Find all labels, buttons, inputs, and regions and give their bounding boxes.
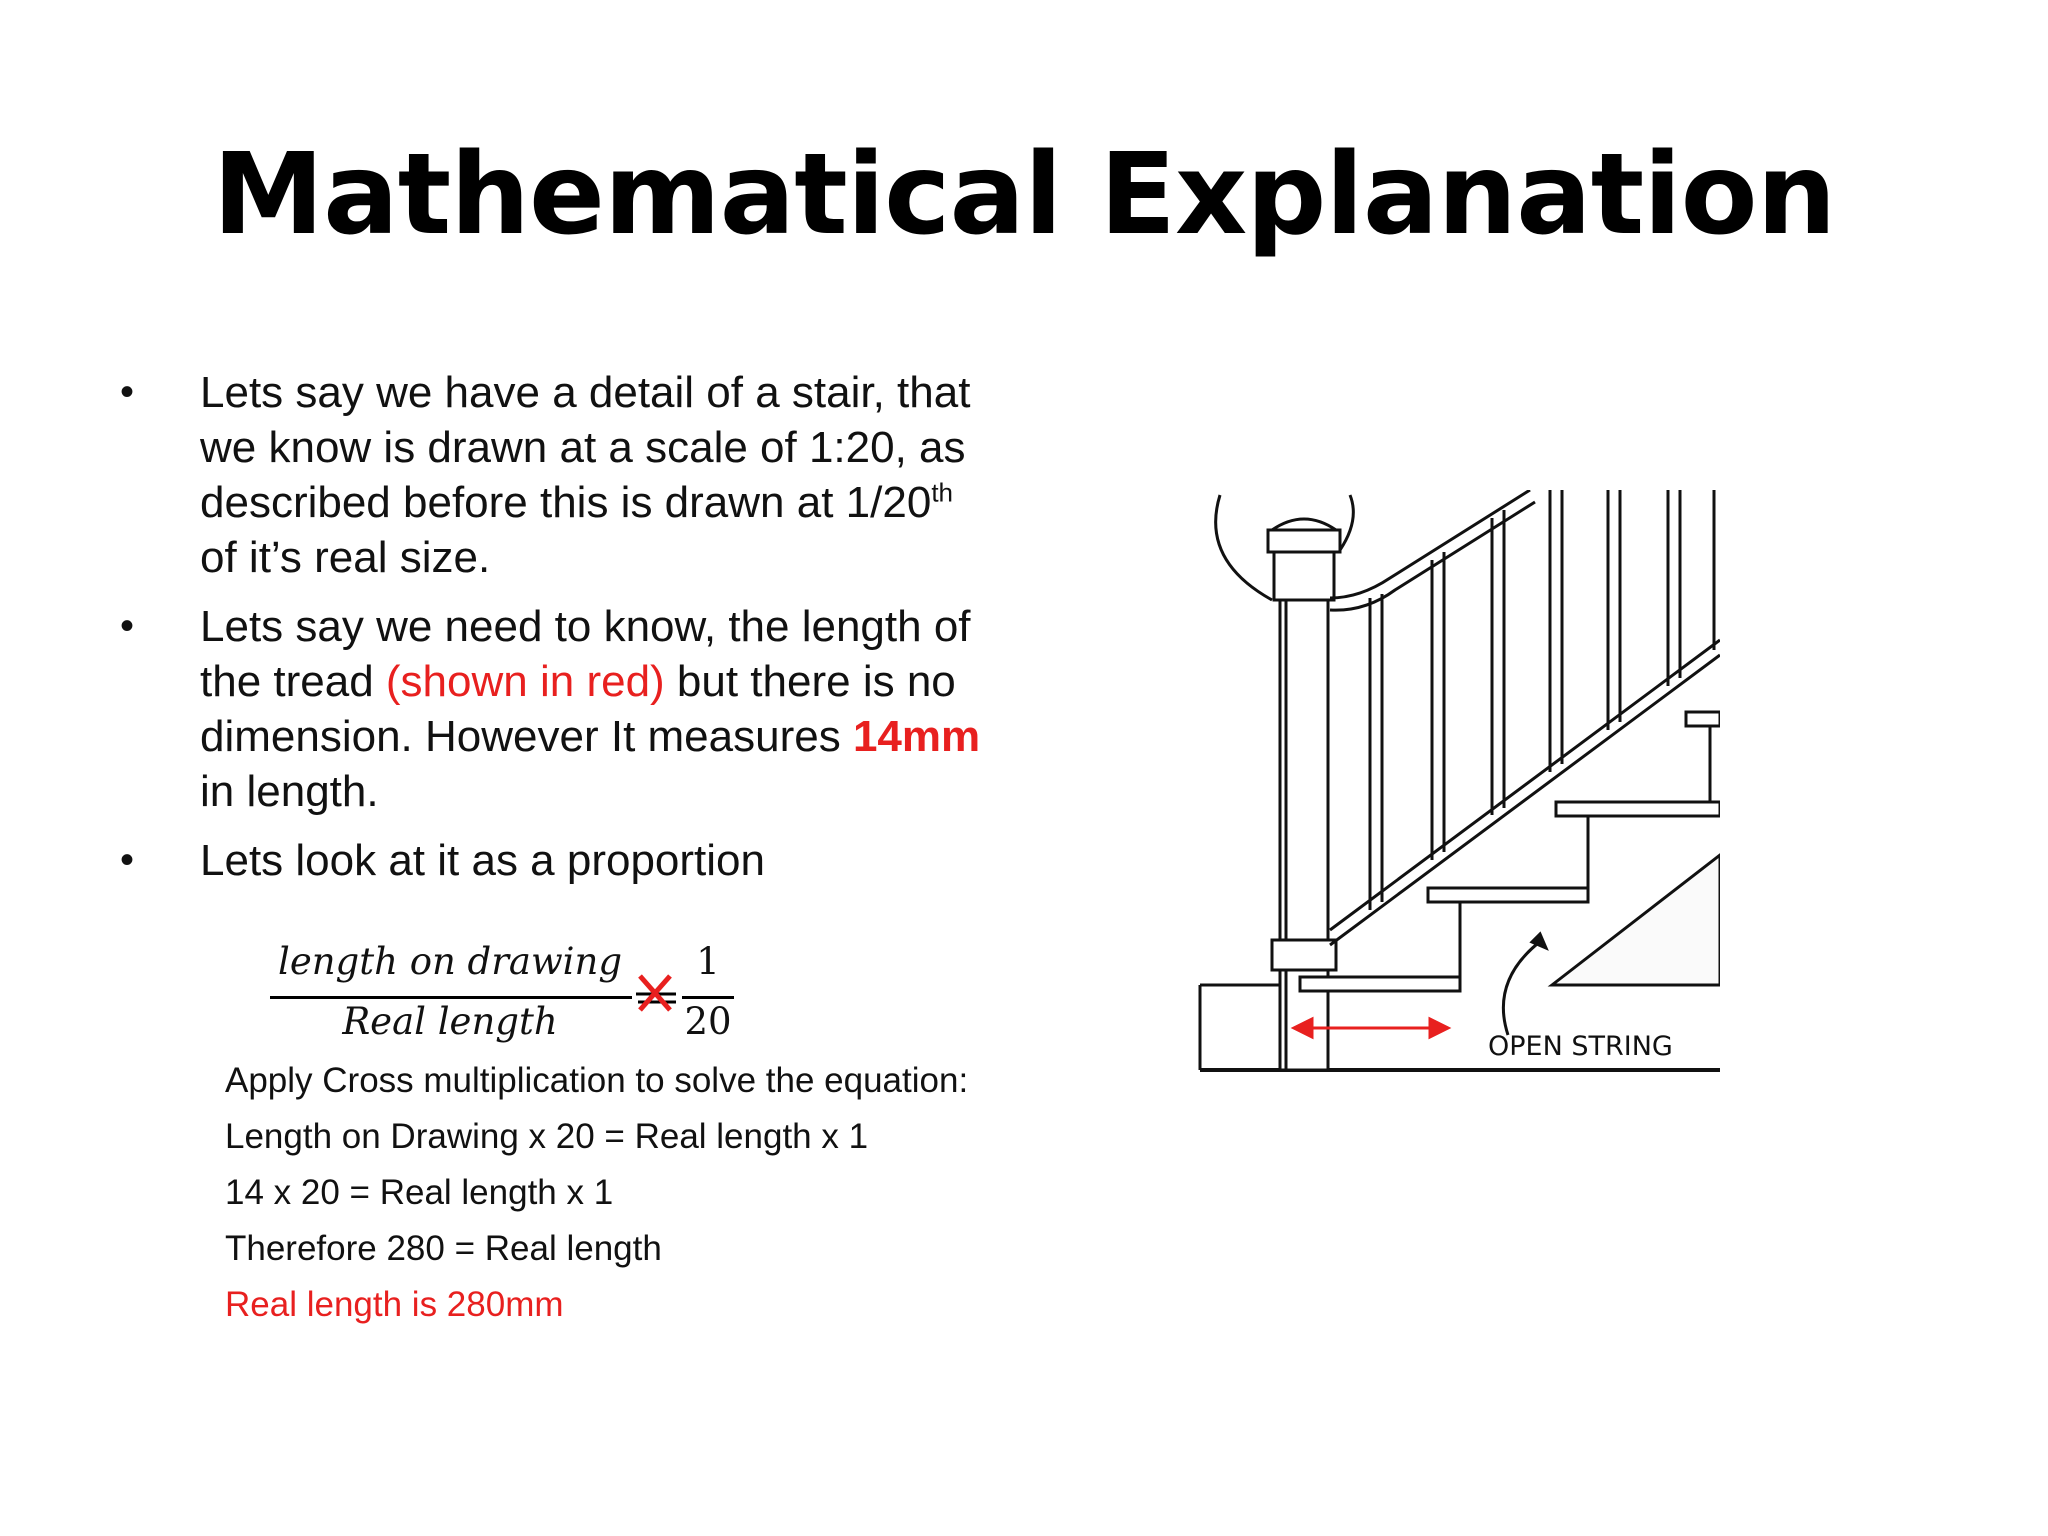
right-denominator: 20 bbox=[684, 1000, 732, 1043]
left-numerator: length on drawing bbox=[277, 940, 623, 983]
superscript: th bbox=[931, 477, 953, 508]
left-denominator: Real length bbox=[342, 1000, 558, 1043]
slide-title: Mathematical Explanation bbox=[212, 130, 1836, 260]
bullet-text: but there is no dimension. However It measures bbox=[200, 657, 956, 761]
bullet-marker: • bbox=[120, 838, 135, 882]
open-string-label: OPEN STRING bbox=[1488, 1031, 1673, 1062]
bullet-marker: • bbox=[120, 604, 135, 648]
result-line: Real length is 280mm bbox=[225, 1285, 564, 1324]
bullet-text: Lets say we have a detail of a stair, that we know is drawn at a scale of 1:20, as described before this is drawn at 1/20 bbox=[200, 368, 971, 527]
proportion-equation bbox=[270, 940, 750, 1050]
highlight-text: (shown in red) bbox=[385, 657, 665, 706]
bullet-marker: • bbox=[120, 370, 135, 414]
step-line: Length on Drawing x 20 = Real length x 1 bbox=[225, 1117, 869, 1156]
fraction-bar bbox=[682, 996, 734, 999]
bullet-text: in length. bbox=[200, 767, 379, 816]
measurement-highlight: 14mm bbox=[852, 712, 981, 761]
stair-drawing bbox=[1190, 490, 1720, 1090]
right-numerator: 1 bbox=[696, 940, 720, 983]
bullet-text: Lets say we need to know, the length of the tread bbox=[200, 602, 971, 706]
bullet-text: of it’s real size. bbox=[200, 533, 491, 582]
bullet-list bbox=[120, 365, 1000, 902]
step-line: Therefore 280 = Real length bbox=[225, 1229, 662, 1268]
bullet-text: Lets look at it as a proportion bbox=[200, 836, 765, 885]
solution-steps bbox=[225, 1058, 985, 1328]
bullet-item-tread bbox=[120, 599, 1000, 819]
bullet-item-proportion bbox=[120, 833, 1000, 888]
step-line: 14 x 20 = Real length x 1 bbox=[225, 1173, 614, 1212]
step-line: Apply Cross multiplication to solve the equation: bbox=[225, 1061, 969, 1100]
cross-multiply-icon bbox=[632, 968, 680, 1020]
fraction-bar bbox=[270, 996, 632, 999]
bullet-item-scale bbox=[120, 365, 1000, 585]
